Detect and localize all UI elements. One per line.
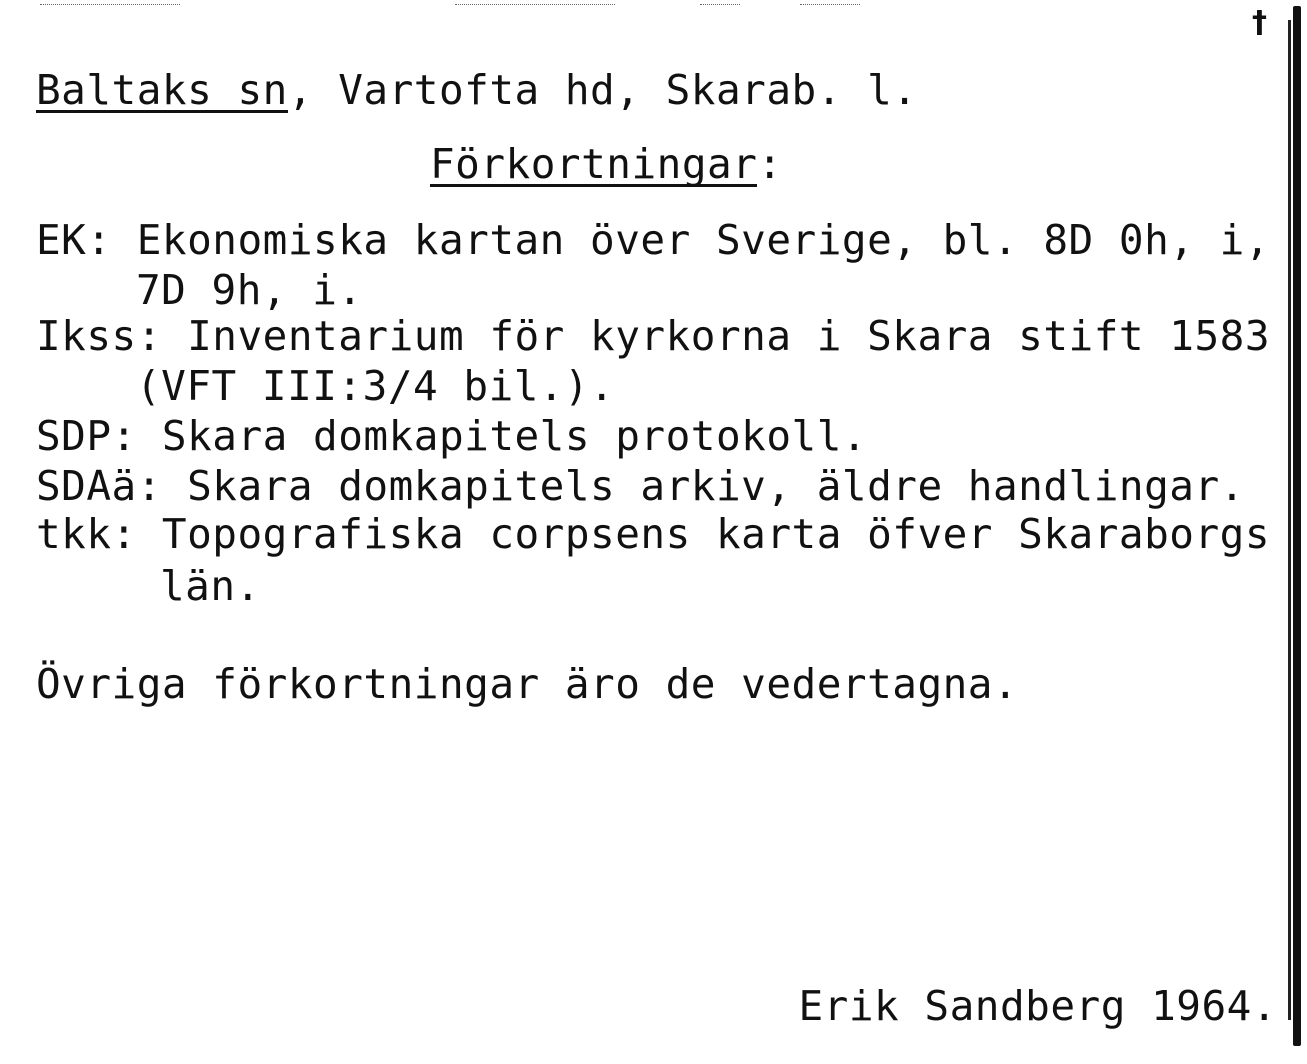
abbrev-entry-sdp: SDP: Skara domkapitels protokoll.	[36, 412, 868, 460]
cross-mark: †	[1252, 5, 1267, 40]
location-rest: , Vartofta hd, Skarab. l.	[287, 66, 918, 114]
abbrev-entry-ikss: Ikss: Inventarium för kyrkorna i Skara stift 1583	[36, 312, 1271, 360]
scan-artifact	[40, 4, 180, 6]
scan-artifact	[455, 4, 615, 6]
signature: Erik Sandberg 1964.	[798, 982, 1277, 1030]
scan-artifact	[700, 4, 740, 6]
card-edge-line	[1288, 20, 1291, 1020]
abbrev-entry-tkk: tkk: Topografiska corpsens karta öfver Skaraborgs	[36, 510, 1271, 558]
parish-name: Baltaks sn	[36, 66, 288, 114]
title-colon: :	[757, 140, 783, 188]
abbrev-entry-ikss-cont: (VFT III:3/4 bil.).	[136, 362, 615, 410]
title-text: Förkortningar	[430, 140, 758, 188]
location-heading	[36, 66, 917, 114]
section-title	[430, 140, 783, 188]
scan-artifact	[800, 4, 860, 6]
card-edge-shadow	[1293, 6, 1301, 1046]
abbrev-entry-tkk-cont: län.	[160, 562, 261, 610]
abbrev-entry-ek-cont: 7D 9h, i.	[136, 266, 363, 314]
abbrev-entry-ek: EK: Ekonomiska kartan över Sverige, bl. 8D 0h, i,	[36, 216, 1271, 264]
closing-note: Övriga förkortningar äro de vedertagna.	[36, 660, 1019, 708]
abbrev-entry-sdaa: SDAä: Skara domkapitels arkiv, äldre handlingar.	[36, 462, 1245, 510]
